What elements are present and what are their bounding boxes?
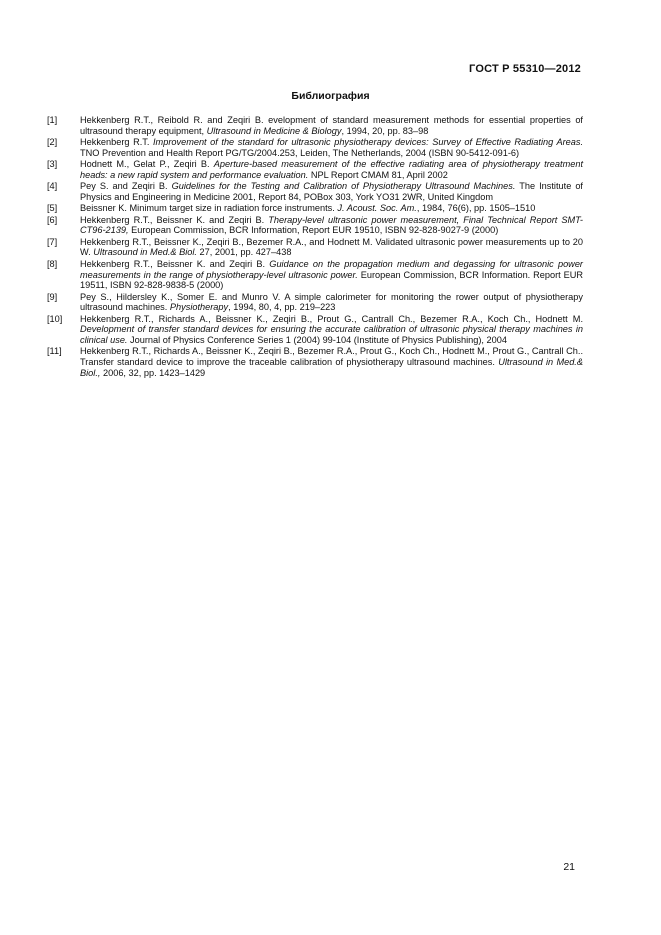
entry-text-part: 2006, 32, pp. 1423–1429 [100,367,206,378]
entry-italic-part: J. Acoust. Soc. Am. [337,203,417,214]
entry-text-part: Hekkenberg R.T., Reibold R. and Zeqiri B. evelopment of standard measurement methods for essential properties of ultrasound therapy equipment, [80,115,583,136]
entry-italic-part: Ultrasound in Medicine & Biology [206,125,342,136]
entry-number: [1] [47,115,58,125]
entry-text-part: Hekkenberg R.T. [80,137,153,148]
entry-text [80,237,583,258]
bibliography-entry [47,346,583,378]
entry-italic-part: Improvement of the standard for ultrasonic physiotherapy devices: Survey of Effective Radiating Areas. [153,137,583,148]
entry-text-part: Pey S. and Zeqiri B. [80,181,172,192]
entry-text-part: TNO Prevention and Health Report PG/TG/2004.253, Leiden, The Netherlands, 2004 (ISBN 90-5412-091-6) [80,147,520,158]
entry-text-part: , 1994, 80, 4, pp. 219–223 [228,302,336,313]
entry-text-part: Hekkenberg R.T., Richards A., Beissner K., Zeqiri B., Bezemer R.A., Prout G., Koch Ch., Hodnett M., Prout G., Cantrall Ch.. Transfer standard device to improve the traceable calibration of physiotherapy ultrasound machines. [80,346,583,367]
entry-text [80,314,583,346]
document-code: ГОСТ Р 55310—2012 [469,63,581,75]
entry-number: [10] [47,313,63,324]
bibliography-entry [47,181,583,202]
entry-text [80,115,583,136]
entry-text-part: The Institute of Physics and Engineering in Medicine 2001, Report 84, POBox 303, York YO31 2WR, United Kingdom [80,181,583,202]
entry-number: [7] [47,236,58,247]
entry-text [80,137,583,158]
entry-number: [6] [47,214,58,225]
bibliography-entry [47,237,583,258]
entry-text [80,346,583,378]
entry-number: [11] [47,346,62,357]
entry-italic-part: Development of transfer standard devices for ensuring the accurate calibration of ultrasonic physical therapy machines in clinical use. [80,324,583,345]
entry-text-part: 27, 2001, pp. 427–438 [196,247,292,258]
entry-text-part: Hekkenberg R.T., Beissner K. and Zeqiri B. [80,258,270,269]
bibliography-entry [47,314,583,346]
entry-italic-part: Ultrasound in Med.& Biol. [93,247,197,258]
bibliography-list [47,115,583,379]
entry-text [80,203,583,214]
entry-italic-part: Therapy-level ultrasonic power measurement, Final Technical Report SMT-CT96-2139, [80,214,583,236]
entry-number: [5] [47,203,58,214]
entry-number: [4] [47,181,58,192]
bibliography-entry [47,203,583,214]
entry-number: [3] [47,159,58,170]
entry-text [80,159,583,180]
entry-text-part: Beissner K. Minimum target size in radiation force instruments. [80,203,338,214]
entry-text-part: Hekkenberg R.T., Beissner K., Zeqiri B., Bezemer R.A., and Hodnett M. Validated ultrasonic power measurements up to 20 W. [80,236,583,258]
entry-italic-part: Physiotherapy [169,302,229,313]
entry-text-part: Hodnett M., Gelat P., Zeqiri B. [80,159,214,170]
entry-italic-part: Ultrasound in Med.& Biol., [80,356,583,378]
entry-text [80,181,583,202]
bibliography-title: Библиография [291,90,370,102]
bibliography-entry [47,259,583,291]
entry-italic-part: Guidelines for the Testing and Calibration of Physiotherapy Ultrasound Machines. [171,181,516,192]
page-number: 21 [563,861,575,873]
entry-text-part: Pey S., Hildersley K., Somer E. and Munro V. A simple calorimeter for monitoring the rower output of physiotherapy ultrasound machines. [80,291,583,313]
entry-text [80,259,583,291]
entry-text-part: , 1994, 20, pp. 83–98 [341,125,429,136]
entry-italic-part: Aperture-based measurement of the effective radiating area of physiotherapy treatment heads: a new rapid system and performance evaluation. [80,159,583,180]
entry-italic-part: Guidance on the propagation medium and degassing for ultrasonic power measurements in the range of physiotherapy-level ultrasonic power. [80,258,583,280]
bibliography-entry [47,215,583,236]
entry-text-part: Hekkenberg R.T., Beissner K. and Zeqiri B. [80,214,269,225]
entry-number: [9] [47,291,58,302]
entry-number: [2] [47,137,58,148]
entry-text-part: European Commission, BCR Information. Report EUR 19511, ISBN 92-828-9838-5 (2000) [80,269,583,291]
bibliography-entry [47,115,583,136]
entry-text-part: , 1984, 76(6), pp. 1505–1510 [416,203,536,214]
entry-text-part: Journal of Physics Conference Series 1 (2004) 99-104 (Institute of Physics Publishing), 2004 [127,334,507,345]
entry-text [80,292,583,313]
entry-text-part: Hekkenberg R.T., Richards A., Beissner K., Zeqiri B., Prout G., Cantrall Ch., Bezemer R.A., Koch Ch., Hodnett M. [80,313,583,324]
entry-text-part: NPL Report CMAM 81, April 2002 [308,169,448,180]
entry-text-part: European Commission, BCR Information, Report EUR 19510, ISBN 92-828-9027-9 (2000) [128,225,499,236]
bibliography-entry [47,159,583,180]
entry-text [80,215,583,236]
bibliography-entry [47,292,583,313]
entry-number: [8] [47,258,58,269]
bibliography-entry [47,137,583,158]
